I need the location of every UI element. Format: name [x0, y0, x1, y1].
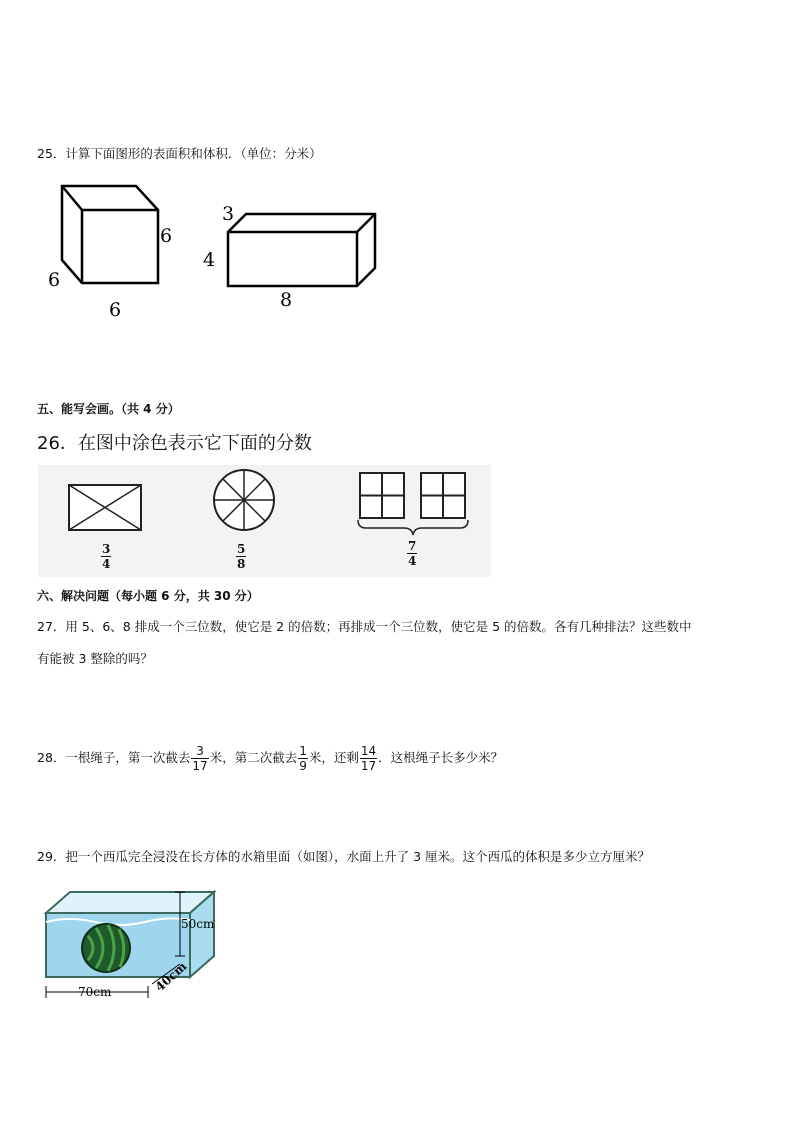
fraction-2: $\frac{5}{8}$ — [237, 542, 246, 571]
box-label-length: 8 — [280, 289, 293, 311]
watermelon-icon — [82, 924, 130, 972]
cube-label-right: 6 — [160, 225, 173, 247]
q28-part4: ．这根绳子长多少米？ — [378, 750, 504, 765]
q25-text: 25．计算下面图形的表面积和体积．（单位：分米） — [37, 146, 322, 161]
fraction-1: $\frac{3}{4}$ — [102, 542, 111, 571]
q28-fraction-1: $\frac{3}{17}$ — [192, 744, 208, 773]
two-squares-quarters — [360, 473, 465, 518]
q27-line2: 有能被 3 整除的吗？ — [37, 651, 153, 666]
section-6-title: 六、解决问题（每小题 6 分，共 30 分） — [37, 589, 259, 603]
fraction-3: $\frac{7}{4}$ — [408, 539, 417, 568]
cube-label-left: 6 — [48, 269, 61, 291]
q25-figures — [40, 178, 400, 328]
brace — [358, 520, 468, 535]
q28-part2: 米，第二次截去 — [209, 750, 298, 765]
q28-fraction-3: $\frac{14}{17}$ — [360, 744, 377, 773]
q28-line — [37, 743, 503, 773]
q26-figure-panel — [38, 465, 491, 577]
q28-part3: 米，还剩 — [308, 750, 359, 765]
cube-figure — [62, 186, 158, 283]
q29-text: 29．把一个西瓜完全浸没在长方体的水箱里面（如图），水面上升了 3 厘米。这个西瓜的体积是多少立方厘米？ — [37, 849, 651, 864]
aquarium-figure — [40, 880, 230, 1005]
q28-part1: 28．一根绳子，第一次截去 — [37, 750, 191, 765]
cube-label-bottom: 6 — [109, 299, 122, 321]
section-5-title: 五、能写会画。（共 4 分） — [37, 402, 180, 416]
q27-line1: 27．用 5、6、8 排成一个三位数，使它是 2 的倍数；再排成一个三位数，使它是 5 的倍数。各有几种排法？这些数中 — [37, 619, 692, 634]
height-label: 50cm — [181, 917, 215, 931]
box-label-height: 4 — [203, 249, 216, 271]
width-label: 70cm — [78, 985, 112, 999]
q28-fraction-2: $\frac{1}{9}$ — [299, 744, 307, 773]
circle-eighths — [214, 470, 274, 530]
box-label-depth: 3 — [222, 203, 235, 225]
depth-label: 40cm — [152, 959, 190, 995]
box-figure — [228, 214, 375, 286]
q26-text: 26．在图中涂色表示它下面的分数 — [37, 433, 312, 454]
